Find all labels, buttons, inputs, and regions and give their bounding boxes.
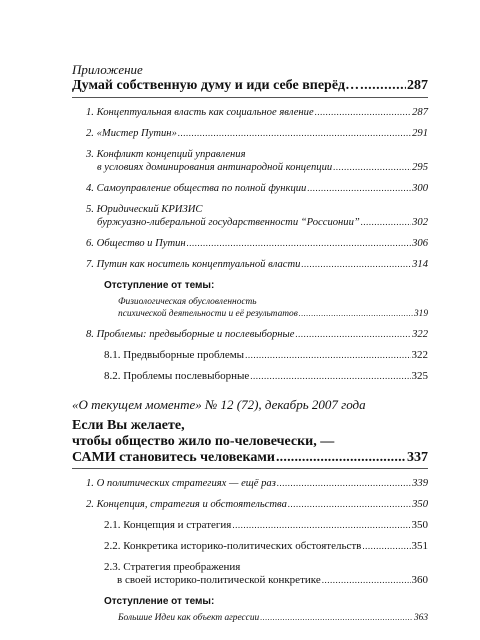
leader-dots (362, 540, 410, 553)
entry-title: 6. Общество и Путин (86, 238, 186, 249)
entry-title-line: в условиях доминирования антинародной концепции (97, 162, 333, 173)
page-number: 350 (411, 519, 428, 531)
toc-subitem-8-1[interactable] (104, 349, 428, 362)
toc-item-2-2[interactable] (86, 498, 428, 511)
leader-dots (276, 450, 406, 466)
page-number: 337 (407, 450, 428, 465)
entry-title: 8.1. Предвыборные проблемы (104, 349, 245, 361)
toc-digression-1[interactable] (118, 296, 428, 320)
leader-dots (232, 519, 410, 532)
leader-dots (360, 77, 406, 94)
entry-title-line: 5. Юридический КРИЗИС (86, 204, 203, 215)
leader-dots (301, 258, 411, 271)
toc-item-7[interactable] (86, 258, 428, 271)
leader-dots (361, 216, 411, 229)
toc-item-1[interactable] (86, 106, 428, 119)
entry-title: 1. Концептуальная власть как социальное явление (86, 107, 314, 118)
toc-subitem-2-2[interactable] (104, 540, 428, 553)
appendix-label: Приложение (72, 62, 143, 77)
leader-dots (260, 612, 413, 624)
toc-item-8[interactable] (86, 328, 428, 341)
entry-title: 4. Самоуправление общества по полной функции (86, 183, 307, 194)
page-number: 300 (412, 183, 428, 194)
toc-item-3[interactable] (86, 148, 428, 174)
entry-title-line: психической деятельности и её результатов (118, 309, 298, 319)
leader-dots (245, 349, 410, 362)
page-number: 287 (412, 107, 428, 118)
leader-dots (299, 308, 413, 320)
page-number: 295 (412, 162, 428, 173)
page-number: 319 (413, 309, 428, 319)
digression-heading: Отступление от темы: (104, 280, 215, 291)
leader-dots (288, 498, 411, 511)
toc-item-6[interactable] (86, 237, 428, 250)
entry-title: Большие Идеи как объект агрессии (118, 613, 260, 623)
page-number: 339 (412, 478, 428, 489)
entry-title: 2.1. Концепция и стратегия (104, 519, 232, 531)
entry-title: 1. О политических стратегиях — ещё раз (86, 478, 276, 489)
entry-title: 8.2. Проблемы послевыборные (104, 370, 250, 382)
entry-title-line: Физиологическая обусловленность (118, 297, 257, 307)
toc-item-4[interactable] (86, 182, 428, 195)
entry-title-line: 3. Конфликт концепций управления (86, 149, 246, 160)
page-number: 322 (411, 349, 428, 361)
page-number: 360 (411, 574, 428, 586)
page-number: 291 (412, 128, 428, 139)
leader-dots (250, 370, 410, 383)
toc-item-2-1[interactable] (86, 477, 428, 490)
page-number: 350 (412, 499, 428, 510)
toc-item-5[interactable] (86, 203, 428, 229)
leader-dots (295, 328, 411, 341)
issue-label: «О текущем моменте» № 12 (72), декабрь 2007 года (72, 397, 366, 412)
page-number: 287 (407, 78, 428, 93)
entry-title-line: чтобы общество жило по-человечески, — (72, 434, 335, 449)
entry-title: 2. Концепция, стратегия и обстоятельства (86, 499, 287, 510)
toc-subitem-2-3[interactable] (104, 561, 428, 587)
leader-dots (178, 127, 411, 140)
toc-main-entry-2[interactable] (72, 418, 428, 466)
entry-title-line: буржуазно-либеральной государственности “Россионии” (97, 217, 360, 228)
entry-title: 2.2. Конкретика историко-политических обстоятельств (104, 540, 362, 552)
entry-title-line: 2.3. Стратегия преображения (104, 561, 241, 573)
entry-title-line: Если Вы желаете, (72, 418, 185, 433)
digression-heading: Отступление от темы: (104, 596, 215, 607)
toc-main-entry[interactable] (72, 77, 428, 98)
leader-dots (322, 574, 411, 587)
entry-title: 7. Путин как носитель концептуальной власти (86, 259, 301, 270)
entry-title: Думай собственную думу и иди себе вперёд… (72, 78, 360, 93)
entry-title: 8. Проблемы: предвыборные и послевыборные (86, 329, 295, 340)
leader-dots (307, 182, 411, 195)
page-number: 351 (411, 540, 428, 552)
page-number: 322 (412, 329, 428, 340)
table-of-contents (72, 62, 428, 624)
page-number: 363 (413, 613, 428, 623)
page-number: 306 (412, 238, 428, 249)
entry-title-line: в своей историко-политической конкретике (117, 574, 321, 586)
leader-dots (315, 106, 411, 119)
page-number: 314 (412, 259, 428, 270)
toc-item-2[interactable] (86, 127, 428, 140)
leader-dots (277, 477, 411, 490)
leader-dots (187, 237, 411, 250)
page-number: 325 (411, 370, 428, 382)
toc-digression-2[interactable] (118, 612, 428, 624)
entry-title: 2. «Мистер Путин» (86, 128, 177, 139)
toc-subitem-8-2[interactable] (104, 370, 428, 383)
entry-title-line: САМИ становитесь человеками (72, 450, 275, 465)
toc-subitem-2-1[interactable] (104, 519, 428, 532)
leader-dots (333, 161, 411, 174)
page-number: 302 (412, 217, 428, 228)
